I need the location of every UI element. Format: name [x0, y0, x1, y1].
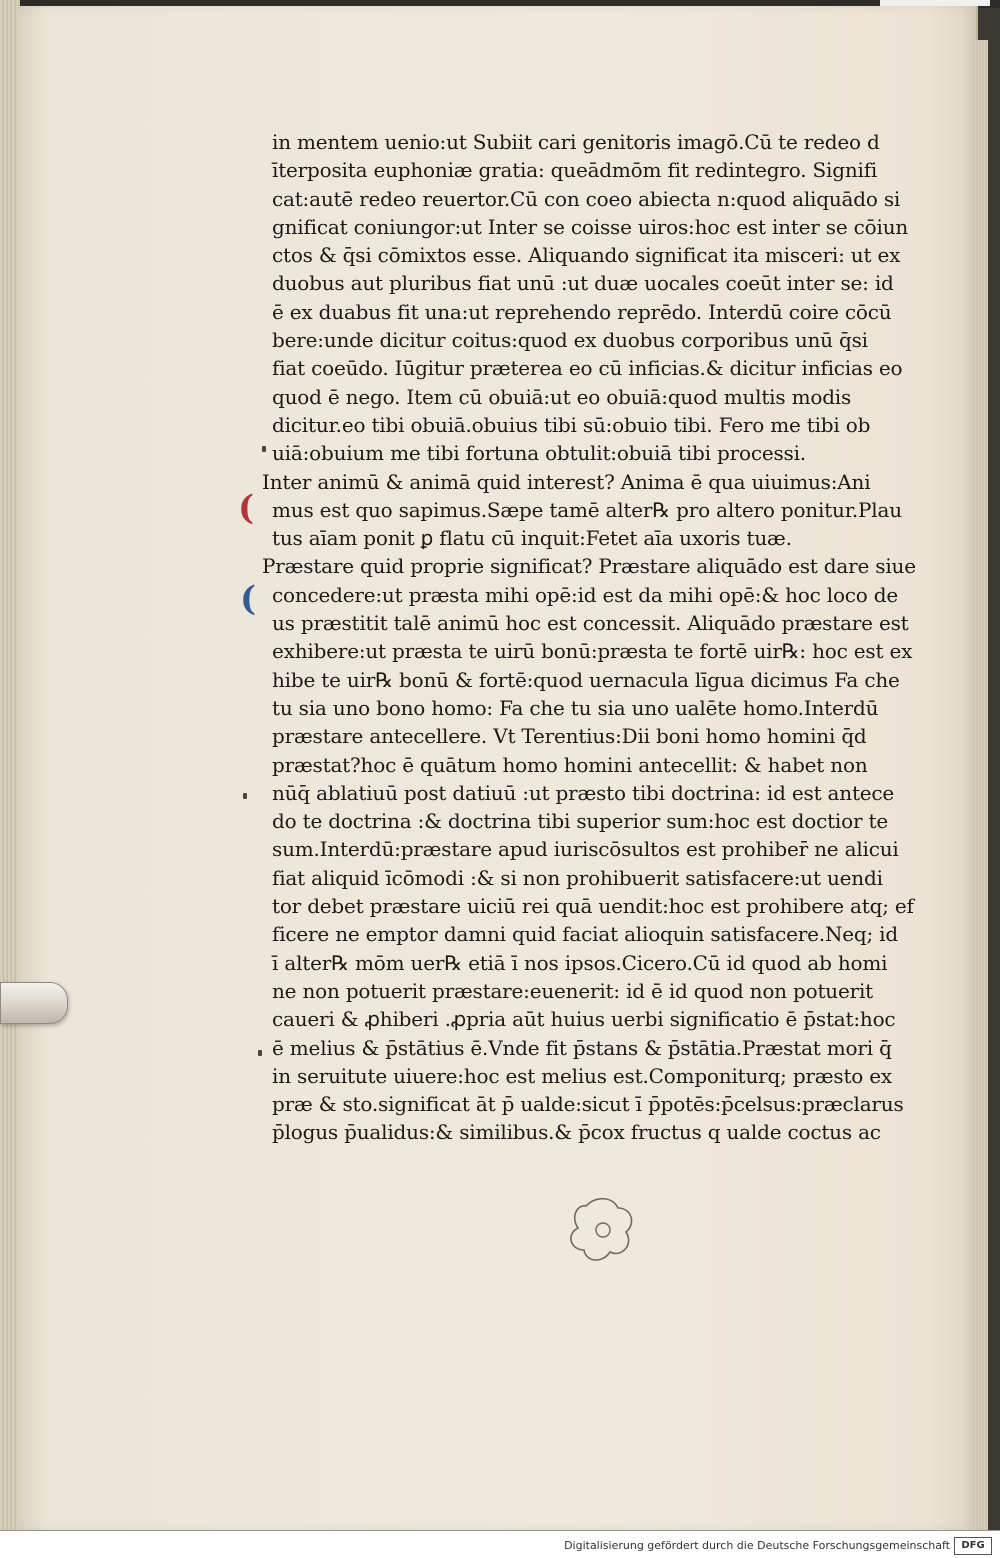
text-line: ē melius & p̄stātius ē.Vnde fit p̄stans & p̄stātia.Præstat mori q̄ — [272, 1035, 892, 1060]
text-line: ctos & q̄si cōmixtos esse. Aliquando significat ita misceri: ut ex — [272, 243, 901, 268]
text-line: ē ex duabus fit una:ut reprehendo reprēdo. Interdū coire cōcū — [272, 299, 892, 324]
book-left-edge — [0, 0, 20, 1530]
text-line: bere:unde dicitur coitus:quod ex duobus corporibus unū q̄si — [272, 328, 868, 353]
margin-ink-mark — [258, 1050, 262, 1056]
text-line: cat:autē redeo reuertor.Cū con coeo abiecta n:quod aliquādo si — [272, 186, 901, 211]
text-line: præstat?hoc ē quātum homo homini antecellit: & habet non — [272, 752, 868, 777]
text-line: caueri & ꝓhiberi .ꝓpria aūt huius uerbi significatio ē p̄stat:hoc — [272, 1007, 896, 1032]
text-line: Inter animū & animā quid interest? Anima ē qua uiuimus:Ani — [262, 469, 871, 494]
text-line: ī alter℞ mōm uer℞ etiā ī nos ipsos.Cicero.Cū id quod ab homi — [272, 950, 888, 975]
red-paragraph-mark: ( — [238, 488, 255, 528]
text-line: īterposita euphoniæ gratia: queādmōm fit redintegro. Signifi — [272, 158, 878, 183]
page-clip — [0, 982, 68, 1024]
text-line: ficere ne emptor damni quid faciat alioquin satisfacere.Neq; id — [272, 922, 898, 947]
text-line: dicitur.eo tibi obuiā.obuius tibi sū:obuio tibi. Fero me tibi ob — [272, 412, 871, 437]
text-line: in mentem uenio:ut Subiit cari genitoris imagō.Cū te redeo d — [272, 130, 880, 154]
text-line: duobus aut pluribus fiat unū :ut duæ uocales coeūt inter se: id — [272, 271, 894, 296]
text-line: ne non potuerit præstare:euenerit: id ē id quod non potuerit — [272, 978, 874, 1003]
library-stamp — [566, 1196, 640, 1266]
text-line: p̄logus p̄ualidus:& similibus.& p̄cox fructus q ualde coctus ac — [272, 1120, 881, 1145]
dfg-logo: DFG — [954, 1537, 992, 1555]
text-line: præ & sto.significat āt p̄ ualde:sicut ī p̄potēs:p̄celsus:præclarus — [272, 1092, 904, 1117]
printed-text-block — [262, 128, 916, 1147]
text-line: tor debet præstare uiciū rei quā uendit:hoc est prohibere atq; ef — [272, 894, 914, 919]
text-line: sum.Interdū:præstare apud iuriscōsultos est prohiber̄ ne alicui — [272, 837, 899, 862]
text-line: tus aīam ponit ꝑ flatu cū inquit:Fetet aīa uxoris tuæ. — [272, 526, 792, 551]
margin-ink-mark — [262, 446, 266, 452]
text-line: uiā:obuium me tibi fortuna obtulit:obuiā tibi processi. — [272, 441, 806, 466]
footer-bar — [0, 1530, 1000, 1558]
funding-credit: Digitalisierung gefördert durch die Deutsche Forschungsgemeinschaft — [564, 1539, 950, 1552]
text-line: gnificat coniungor:ut Inter se coisse uiros:hoc est inter se cōiun — [272, 214, 909, 239]
text-line: in seruitute uiuere:hoc est melius est.Componiturq; præsto ex — [272, 1063, 892, 1088]
text-line: præstare antecellere. Vt Terentius:Dii boni homo homini q̄d — [272, 724, 867, 749]
text-line: hibe te uir℞ bonū & fortē:quod uernacula līgua dicimus Fa che — [272, 667, 900, 692]
margin-ink-mark — [243, 793, 247, 799]
text-line: mus est quo sapimus.Sæpe tamē alter℞ pro altero ponitur.Plau — [272, 497, 902, 522]
book-right-edge — [974, 40, 988, 1530]
text-line: fiat aliquid īcōmodi :& si non prohibuerit satisfacere:ut uendi — [272, 865, 883, 890]
text-line: concedere:ut præsta mihi opē:id est da mihi opē:& hoc loco de — [272, 582, 899, 607]
text-line: fiat coeūdo. Iūgitur præterea eo cū inficias.& dicitur inficias eo — [272, 356, 903, 381]
text-line: exhibere:ut præsta te uirū bonū:præsta te fortē uir℞: hoc est ex — [272, 639, 913, 664]
text-line: do te doctrina :& doctrina tibi superior sum:hoc est doctior te — [272, 809, 888, 834]
text-line: tu sia uno bono homo: Fa che tu sia uno ualēte homo.Interdū — [272, 695, 879, 720]
text-line: quod ē nego. Item cū obuiā:ut eo obuiā:quod multis modis — [272, 384, 852, 409]
blue-paragraph-mark: ( — [240, 579, 257, 619]
text-line: us præstitit talē animū hoc est concessit. Aliquādo præstare est — [272, 611, 909, 636]
text-line: nūq̄ ablatiuū post datiuū :ut præsto tibi doctrina: id est antece — [272, 780, 895, 805]
text-line: Præstare quid proprie significat? Præstare aliquādo est dare siue — [262, 554, 916, 579]
